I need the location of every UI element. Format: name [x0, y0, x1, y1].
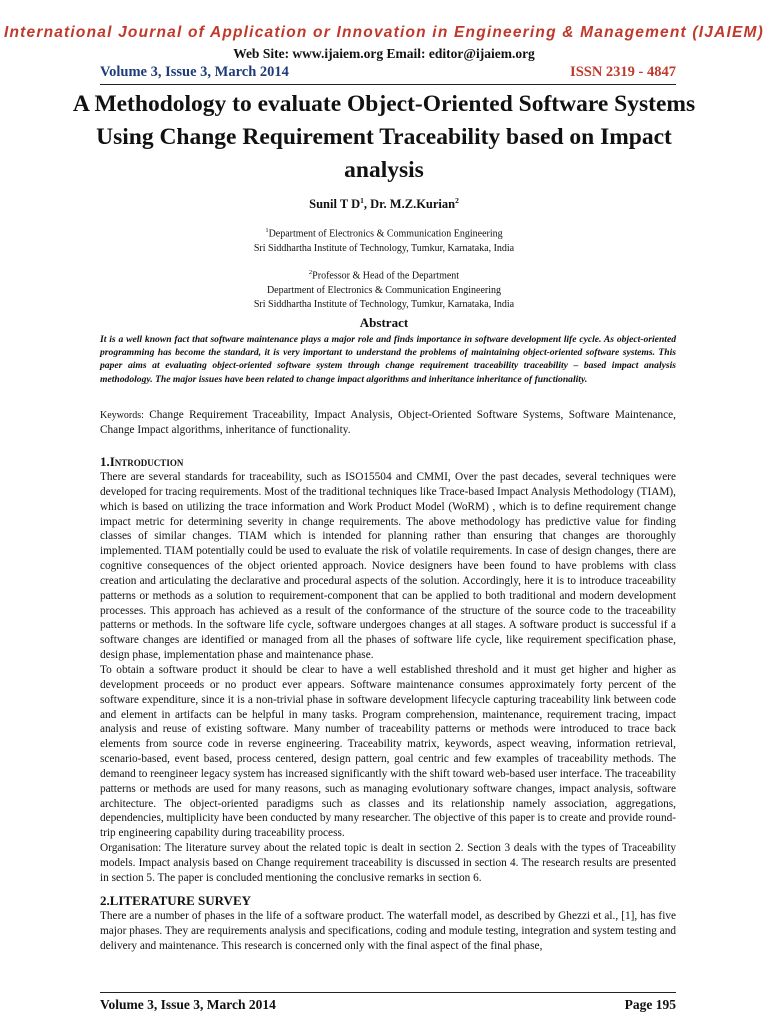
author-mark: 1: [360, 196, 364, 205]
abstract-heading: Abstract: [359, 315, 409, 330]
issn: ISSN 2319 - 4847: [570, 64, 676, 80]
header-rule: [100, 84, 676, 85]
affiliation-1: [0, 224, 768, 256]
keywords-label: Keywords:: [100, 410, 144, 421]
author-name: Sunil T D: [309, 197, 361, 212]
affiliation-line: Sri Siddhartha Institute of Technology, Tumkur, Karnataka, India: [253, 242, 515, 254]
section-heading-literature-survey: 2.LITERATURE SURVEY: [100, 893, 251, 908]
literature-survey-body: [100, 909, 676, 954]
footer-rule: [100, 992, 676, 993]
affiliation-line: Professor & Head of the Department: [312, 270, 460, 282]
section-heading-introduction: [100, 454, 183, 470]
keywords-text: Change Requirement Traceability, Impact Analysis, Object-Oriented Software Systems, Software Maintenance, Change Impact algorithms, inheritance of functionality.: [100, 409, 677, 436]
paragraph: Organisation: The literature survey about the related topic is dealt in section 2. Section 3 deals with the types of Traceability models. Impact analysis based on Change requirement traceability is discussed in section 4. The research results are presented in section 5. The paper is concluded mentioning the conclusive remarks in section 6.: [100, 842, 676, 884]
affiliation-line: Sri Siddhartha Institute of Technology, Tumkur, Karnataka, India: [253, 299, 515, 311]
keywords: [100, 408, 676, 438]
affiliation-mark: 2: [308, 269, 313, 276]
affiliation-2: [0, 266, 768, 313]
affiliation-line: Department of Electronics & Communication Engineering: [268, 228, 503, 240]
volume-issue: Volume 3, Issue 3, March 2014: [100, 64, 289, 80]
affiliation-line: Department of Electronics & Communication Engineering: [266, 284, 502, 296]
author-separator: ,: [363, 197, 371, 212]
footer-page-number: Page 195: [624, 997, 676, 1012]
abstract-text: It is a well known fact that software maintenance plays a major role and finds importance in software development life cycle. As object-oriented programming has become the standard, it is very important to understand the problems of maintaining object-oriented software systems. This paper aims at evaluating object-oriented software system through change requirement traceability traceability – based impact analysis methodology. The major issues have been related to change impact algorithms and inheritance inheritance of functionality.: [100, 334, 676, 385]
journal-website: Web Site: www.ijaiem.org Email: editor@ijaiem.org: [233, 46, 535, 61]
authors: [0, 196, 768, 212]
paper-title: A Methodology to evaluate Object-Oriented Software Systems Using Change Requirement Traceability based on Impact analysis: [72, 91, 696, 183]
affiliation-mark: 1: [265, 227, 269, 234]
paragraph: To obtain a software product it should be clear to have a well established threshold and it must get higher and higher as development proceeds or no product ever appears. Software maintenance consumes approximately forty percent of the software expenditure, since it is a non-trivial phase in software development lifecycle capturing traceability link between code and element in artifacts can be helpful in many tasks. Program comprehension, maintenance, requirement tracing, impact analysis and reuse of existing software. Many number of traceability patterns or methods were introduced to trace back elements from source code in reverse engineering. Traceability matrix, keywords, aspect weaving, information retrieval, scenario-based, event based, process centered, design pattern, goal centric and few examples of traceability methods. The demand to reengineer legacy system has increased significantly with the shift toward web-based user interface. The traceability patterns or methods are used for many reasons, such as managing evolutionary software changes, impact analysis, software architecture. The object-oriented paradigms such as classes and its relationship namely association, aggregations, dependencies, multiplicity have been conducted by many researcher. The objective of this paper is to create and provide round-trip engineering capability during traceability process.: [100, 663, 676, 840]
journal-name: International Journal of Application or Innovation in Engineering & Management (IJAIEM): [3, 24, 765, 41]
section-heading-text: 1.Introduction: [100, 454, 184, 469]
paragraph: There are several standards for traceability, such as ISO15504 and CMMI, Over the past decades, several techniques were developed for tracing requirements. Most of the traditional techniques like Trace-based Impact Analysis Methodology (TIAM), which is based on utilizing the trace information and Work Product Model (WoRM) , which is to define requirement change impact metric for determining severity in change requirements. The above methodology has predictive value for finding classes of similar changes. TIAM which is intended for planning rather than ensuring that changes are thoroughly implemented. TIAM potentially could be used to evaluate the risk of volatile requirements. In case of design changes, there are cognitive consequences of the object oriented approach. Novice designers have been found to have problems with class creation and articulating the declarative and procedural aspects of the solution. Accordingly, here it is to introduce traceability patterns or methods as a solution to requirement-component that can be applied to both traditional and modern development processes. This approach has achieved as a result of the conformance of the structure of the source code to the traceability patterns or methods. In the software life cycle, software undergoes changes at all stages. A software product is successful if a software changes are identified or managed from all the phases of software life cycle, like requirement specification phase, design phase, implementation phase and maintenance phase.: [100, 471, 676, 662]
paragraph: There are a number of phases in the life of a software product. The waterfall model, as described by Ghezzi et al., [1], has five major phases. They are requirements analysis and specifications, coding and module testing, integration and system testing and delivery and maintenance. This research is concerned only with the final aspect of the final phase,: [100, 910, 676, 952]
footer-volume-issue: Volume 3, Issue 3, March 2014: [100, 997, 276, 1012]
author-name: Dr. M.Z.Kurian: [370, 197, 456, 212]
author-mark: 2: [455, 196, 459, 205]
volume-row: [100, 64, 676, 82]
introduction-body: [100, 470, 676, 886]
